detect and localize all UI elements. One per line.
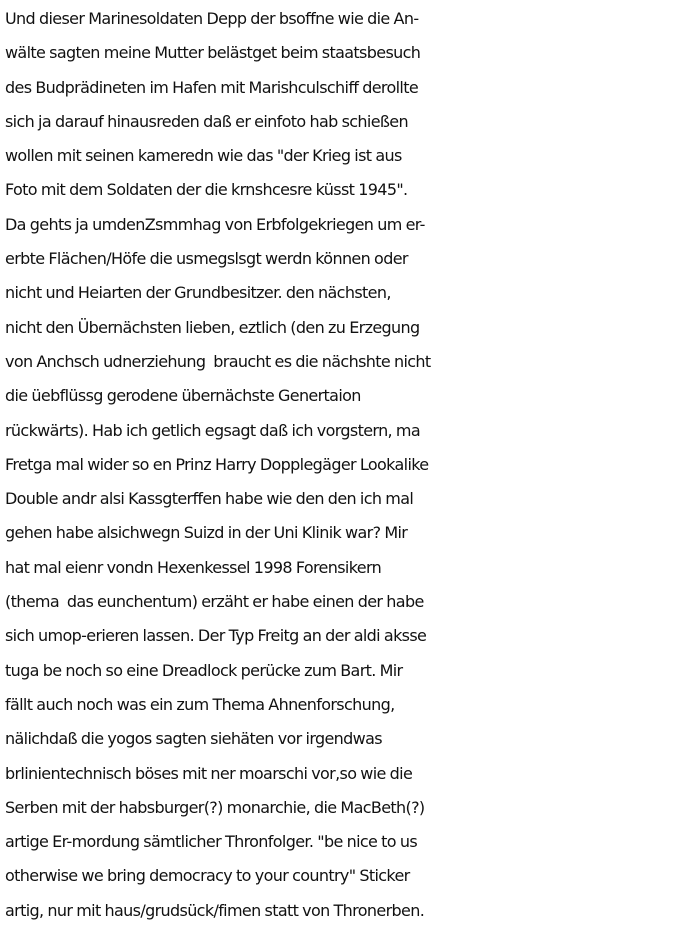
- text-line: brlinientechnisch böses mit ner moarschi vor,so wie die: [5, 763, 413, 783]
- text-line: Serben mit der habsburger(?) monarchie, die MacBeth(?): [5, 797, 425, 817]
- text-line: rückwärts). Hab ich getlich egsagt daß ich vorgstern, ma: [5, 420, 421, 440]
- text-line: hat mal eienr vondn Hexenkessel 1998 Forensikern: [5, 557, 382, 577]
- text-line: nälichdaß die yogos sagten siehäten vor irgendwas: [5, 729, 382, 749]
- text-line: wälte sagten meine Mutter belästget beim staatsbesuch: [5, 43, 421, 63]
- text-line: Fretga mal wider so en Prinz Harry Dopplegäger Lookalike: [5, 454, 429, 474]
- text-line: fällt auch noch was ein zum Thema Ahnenforschung,: [5, 694, 395, 714]
- text-line: von Anchsch udnerziehung braucht es die nächshte nicht: [5, 351, 431, 371]
- text-line: artig, nur mit haus/grudsück/fimen statt von Thronerben.: [5, 900, 425, 920]
- text-line: die üebflüssg gerodene übernächste Genertaion: [5, 386, 361, 406]
- text-line: tuga be noch so eine Dreadlock perücke zum Bart. Mir: [5, 660, 403, 680]
- text-line: Foto mit dem Soldaten der die krnshcesre küsst 1945".: [5, 180, 408, 200]
- text-line: erbte Flächen/Höfe die usmegslsgt werdn können oder: [5, 249, 408, 269]
- text-line: nicht den Übernächsten lieben, eztlich (den zu Erzegung: [5, 317, 420, 337]
- text-line: wollen mit seinen kameredn wie das "der Krieg ist aus: [5, 146, 402, 166]
- text-line: sich umop-erieren lassen. Der Typ Freitg an der aldi aksse: [5, 626, 427, 646]
- text-line: sich ja darauf hinausreden daß er einfoto hab schießen: [5, 111, 408, 131]
- text-line: Und dieser Marinesoldaten Depp der bsoffne wie die An-: [5, 9, 419, 28]
- text-line: nicht und Heiarten der Grundbesitzer. den nächsten,: [5, 283, 391, 303]
- text-line: otherwise we bring democracy to your country" Sticker: [5, 866, 410, 886]
- text-line: Da gehts ja umdenZsmmhag von Erbfolgekriegen um er-: [5, 214, 425, 234]
- text-line: artige Er-mordung sämtlicher Thronfolger. "be nice to us: [5, 832, 418, 852]
- text-line: (thema das eunchentum) erzäht er habe einen der habe: [5, 592, 424, 612]
- text-line: Double andr alsi Kassgterffen habe wie den den ich mal: [5, 489, 414, 509]
- text-line: gehen habe alsichwegn Suizd in der Uni Klinik war? Mir: [5, 523, 408, 543]
- body-text: [5, 2, 684, 928]
- text-line: des Budprädineten im Hafen mit Marishculschiff derollte: [5, 77, 419, 97]
